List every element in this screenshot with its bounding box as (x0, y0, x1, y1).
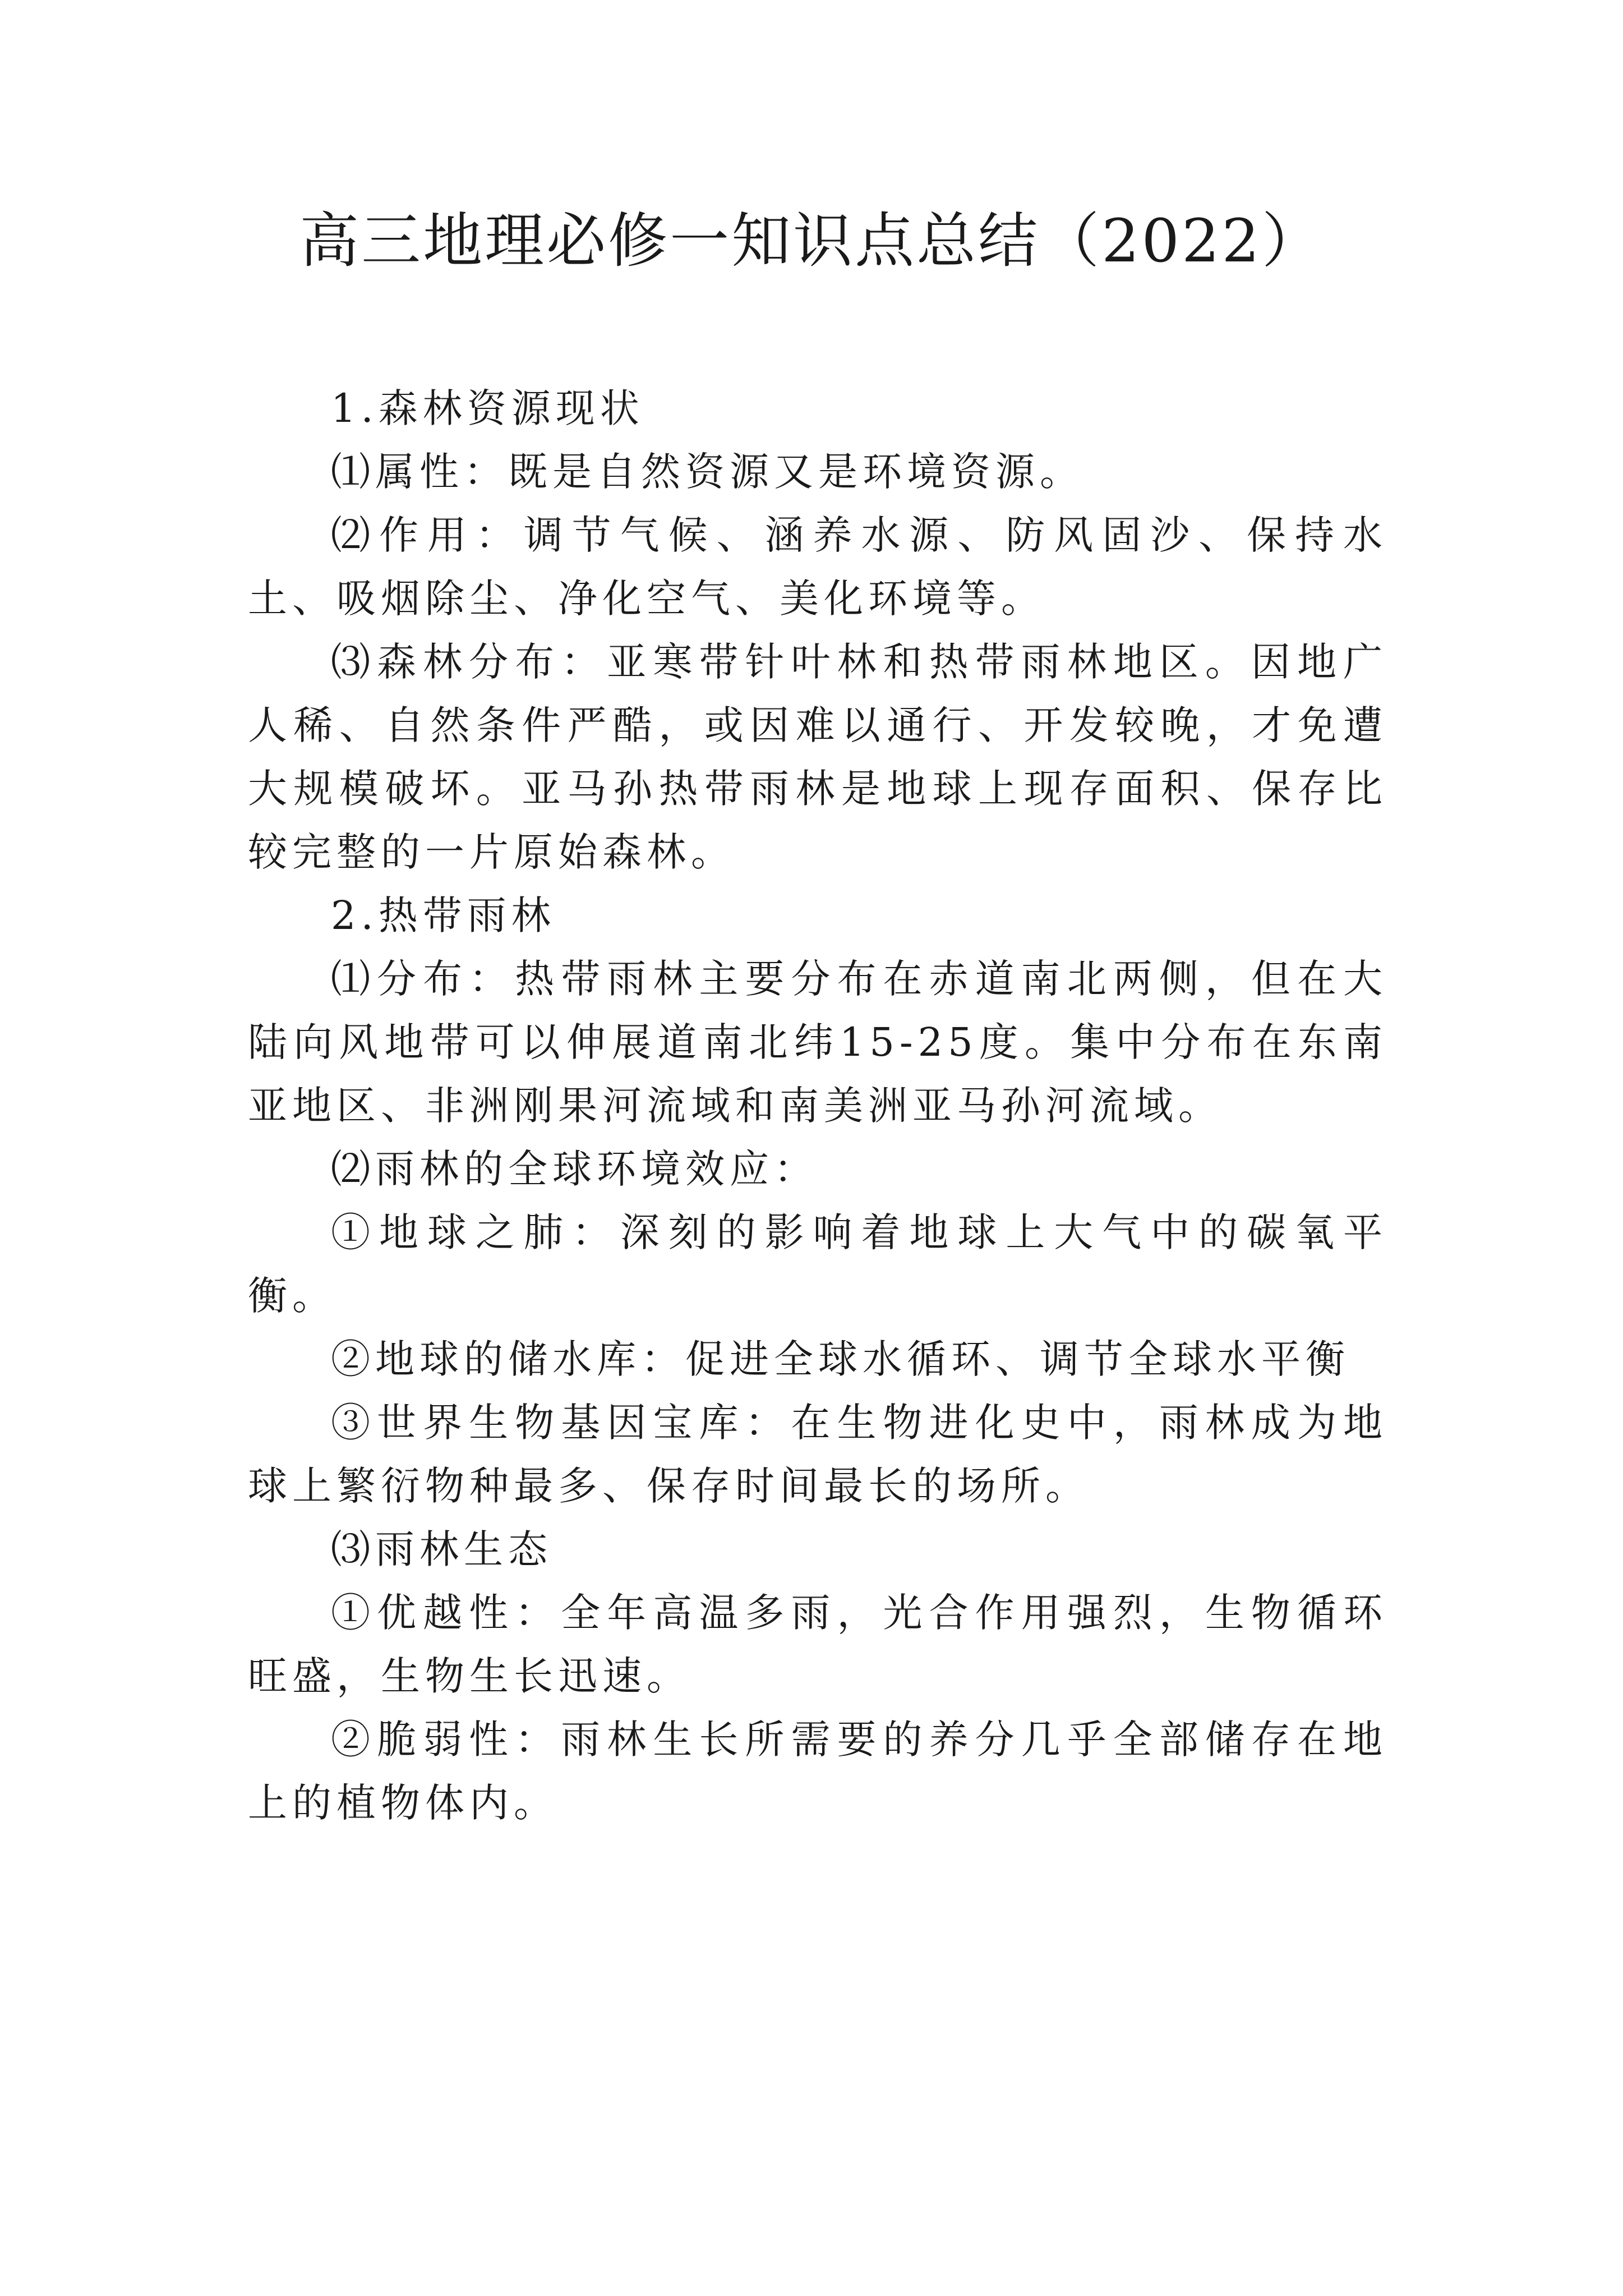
paragraph-attribute: ⑴属性：既是自然资源又是环境资源。 (331, 449, 1084, 495)
document-body (248, 377, 1387, 1835)
paragraph-water-reservoir: ②地球的储水库：促进全球水循环、调节全球水平衡 (331, 1336, 1350, 1382)
section-heading-rainforest: 2.热带雨林 (331, 892, 556, 938)
paragraph-gene-bank: ③世界生物基因宝库：在生物进化史中，雨林成为地球上繁衍物种最多、保存时间最长的场所。 (248, 1400, 1387, 1509)
paragraph-forest-distribution: ⑶森林分布：亚寒带针叶林和热带雨林地区。因地广人稀、自然条件严酷，或因难以通行、开发较晚，才免遭大规模破坏。亚马孙热带雨林是地球上现存面积、保存比较完整的一片原始森林。 (248, 639, 1387, 875)
paragraph-global-effects: ⑵雨林的全球环境效应： (331, 1146, 818, 1192)
paragraph-rainforest-distribution: ⑴分布：热带雨林主要分布在赤道南北两侧，但在大陆向风地带可以伸展道南北纬15-25度。集中分布在东南亚地区、非洲刚果河流域和南美洲亚马孙河流域。 (248, 956, 1387, 1129)
paragraph-lungs-of-earth: ①地球之肺：深刻的影响着地球上大气中的碳氧平衡。 (248, 1209, 1387, 1319)
paragraph-fragility: ②脆弱性：雨林生长所需要的养分几乎全部储存在地上的植物体内。 (248, 1717, 1387, 1826)
section-heading-forest-status: 1.森林资源现状 (331, 385, 644, 431)
paragraph-rainforest-ecology: ⑶雨林生态 (331, 1526, 552, 1572)
paragraph-function: ⑵作用：调节气候、涵养水源、防风固沙、保持水土、吸烟除尘、净化空气、美化环境等。 (248, 512, 1387, 622)
paragraph-superiority: ①优越性：全年高温多雨，光合作用强烈，生物循环旺盛，生物生长迅速。 (248, 1590, 1387, 1699)
document-title: 高三地理必修一知识点总结（2022） (299, 206, 1324, 275)
